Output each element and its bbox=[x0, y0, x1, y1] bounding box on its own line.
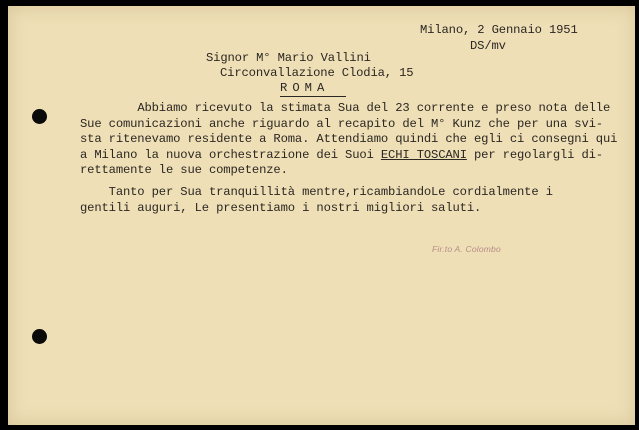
body-line: a Milano la nuova orchestrazione dei Suoi ECHI TOSCANI per regolargli di- bbox=[80, 147, 603, 162]
letter-page bbox=[8, 6, 635, 425]
work-title: ECHI TOSCANI bbox=[380, 147, 467, 162]
reference-code: DS/mv bbox=[470, 39, 506, 53]
city-underline bbox=[280, 96, 346, 97]
recipient-name: Signor M° Mario Vallini bbox=[206, 51, 371, 65]
body-line: Sue comunicazioni anche riguardo al recapito del M° Kunz che per una svi- bbox=[80, 116, 603, 131]
body-line: gentili auguri, Le presentiamo i nostri migliori saluti. bbox=[80, 200, 482, 215]
body-line: sta ritenevamo residente a Roma. Attendiamo quindi che egli ci consegni qui bbox=[80, 132, 618, 147]
letter-body bbox=[80, 101, 639, 216]
signature-stamp: Fir.to A. Colombo bbox=[432, 244, 501, 254]
body-line: Tanto per Sua tranquillità mentre,ricambiandoLe cordialmente i bbox=[108, 184, 553, 199]
recipient-city: ROMA bbox=[280, 81, 330, 95]
body-line: rettamente le sue competenze. bbox=[80, 163, 288, 178]
letter-date: Milano, 2 Gennaio 1951 bbox=[420, 23, 578, 37]
punch-hole bbox=[32, 329, 47, 344]
body-line: Abbiamo ricevuto la stimata Sua del 23 corrente e preso nota delle bbox=[137, 101, 611, 115]
recipient-street: Circonvallazione Clodia, 15 bbox=[220, 66, 414, 80]
punch-hole bbox=[32, 109, 47, 124]
